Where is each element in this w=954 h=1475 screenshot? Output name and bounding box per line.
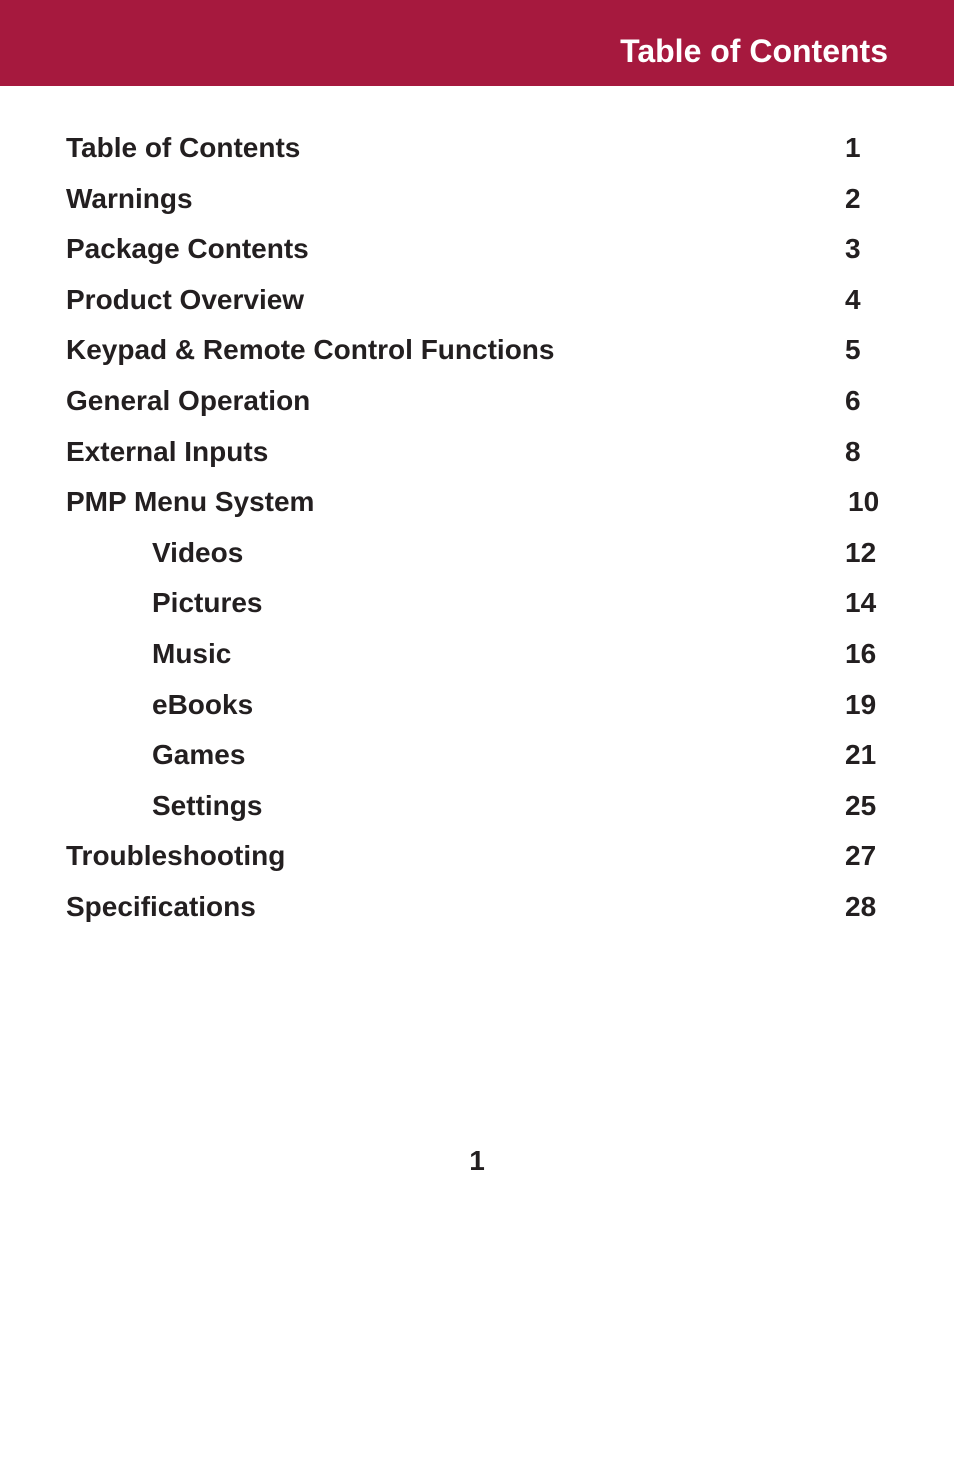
toc-entry-label: General Operation	[66, 384, 311, 416]
page-title: Table of Contents	[620, 33, 888, 69]
toc-entry-pictures[interactable]	[0, 583, 954, 634]
page-number: 1	[469, 1145, 485, 1176]
toc-entry-games[interactable]	[0, 735, 954, 786]
toc-entry-page: 6	[845, 384, 861, 416]
toc-entry-page: 1	[845, 132, 861, 163]
toc-entry-product-overview[interactable]	[0, 280, 954, 331]
toc-entry-page: 10	[848, 486, 880, 518]
toc-entry-keypad-remote-control-functions[interactable]	[0, 330, 954, 381]
toc-entry-label: PMP Menu System	[66, 486, 315, 518]
toc-entry-page: 28	[845, 890, 877, 922]
toc-entry-label: Settings	[152, 789, 263, 821]
toc-entry-page: 14	[845, 587, 877, 619]
toc-entry-label: Product Overview	[66, 283, 305, 315]
toc-entry-label: Games	[152, 739, 246, 771]
toc-entry-label: External Inputs	[66, 435, 269, 467]
toc-entry-label: Pictures	[152, 587, 263, 619]
toc-entry-page: 4	[845, 283, 861, 315]
toc-entry-label: Table of Contents	[66, 132, 301, 163]
toc-entry-settings[interactable]	[0, 786, 954, 837]
toc-entry-page: 3	[845, 233, 861, 265]
toc-entry-page: 25	[845, 789, 877, 821]
toc-entry-page: 2	[845, 182, 861, 214]
toc-entry-specifications[interactable]	[0, 887, 954, 938]
toc-entry-general-operation[interactable]	[0, 381, 954, 432]
toc-entry-label: Keypad & Remote Control Functions	[66, 334, 555, 366]
toc-entry-label: eBooks	[152, 688, 254, 720]
toc-entry-external-inputs[interactable]	[0, 432, 954, 483]
toc-entry-label: Warnings	[66, 182, 193, 214]
toc-entry-label: Troubleshooting	[66, 840, 286, 872]
toc-entry-page: 8	[845, 435, 861, 467]
toc-list	[0, 128, 954, 938]
toc-entry-ebooks[interactable]	[0, 685, 954, 736]
toc-entry-music[interactable]	[0, 634, 954, 685]
toc-entry-page: 12	[845, 536, 877, 568]
toc-entry-pmp-menu-system[interactable]	[0, 482, 954, 533]
toc-entry-label: Videos	[152, 536, 244, 568]
toc-entry-table-of-contents[interactable]	[0, 128, 954, 179]
toc-entry-label: Music	[152, 637, 232, 669]
toc-entry-page: 27	[845, 840, 877, 872]
toc-entry-videos[interactable]	[0, 533, 954, 584]
toc-entry-page: 19	[845, 688, 877, 720]
toc-entry-label: Specifications	[66, 890, 256, 922]
toc-entry-troubleshooting[interactable]	[0, 836, 954, 887]
header-band	[0, 0, 954, 86]
toc-entry-warnings[interactable]	[0, 179, 954, 230]
toc-entry-page: 5	[845, 334, 861, 366]
toc-entry-page: 16	[845, 637, 877, 669]
toc-entry-package-contents[interactable]	[0, 229, 954, 280]
toc-entry-label: Package Contents	[66, 233, 309, 265]
toc-entry-page: 21	[845, 739, 877, 771]
